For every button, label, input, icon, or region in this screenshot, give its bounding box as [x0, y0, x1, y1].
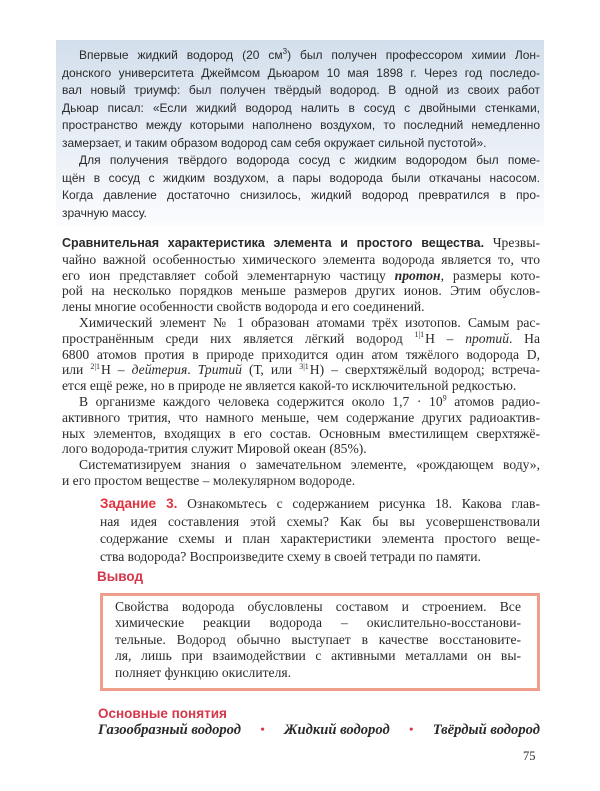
task-label: Задание 3. — [100, 496, 178, 511]
text-line — [62, 205, 540, 223]
key-term: протон — [394, 267, 441, 283]
concept-item: Газообразный водород — [98, 722, 242, 738]
text-segment: ) был получен профессором химии Лон- — [287, 48, 540, 62]
text-line — [62, 47, 540, 65]
text-line — [62, 100, 540, 118]
text-line — [62, 394, 540, 410]
text-segment: Когда давление достаточно снизилось, жидкий водород превратился в про- — [62, 188, 540, 202]
text-line — [100, 530, 540, 548]
text-line — [62, 235, 540, 252]
text-segment: щён в сосуд с жидким воздухом, а пары водорода были откачаны насосом. — [62, 170, 540, 185]
text-line — [62, 170, 540, 188]
text-line — [62, 362, 540, 378]
text-segment: вал новый триумф: был получен твёрдый водород. В одной из своих работ — [62, 83, 540, 97]
text-segment: Впервые жидкий водород (20 см — [79, 48, 283, 62]
text-segment: пространённым среди них является лёгкий водород — [62, 330, 415, 346]
text-line — [115, 648, 521, 664]
text-segment: ется ещё реже, но в природе не является какой-то исключительной редкостью. — [62, 378, 517, 394]
isotope-notation: 2|1 — [90, 361, 100, 371]
text-line — [100, 495, 540, 513]
text-line — [115, 632, 521, 648]
text-segment: Ознакомьтесь с содержанием рисунка 18. Какова глав- — [177, 496, 540, 511]
text-segment: полняет функцию окислителя. — [115, 664, 292, 680]
text-segment: Систематизируем знания о замечательном элементе, «рождающем воду», — [79, 457, 540, 473]
text-line — [62, 299, 540, 315]
text-segment: Дьюар писал: «Если жидкий водород налить в сосуд с двойными стенками, — [62, 100, 540, 115]
text-line — [62, 347, 540, 363]
text-segment: зрачную массу. — [62, 205, 147, 220]
text-line — [62, 331, 540, 347]
text-line — [62, 135, 540, 153]
text-segment: ных элементов, входящих в его состав. Основным вместилищем сверхтяжё- — [62, 425, 540, 441]
text-segment: лого водорода-трития служит Мировой океан (85%). — [62, 441, 367, 457]
text-line — [100, 548, 540, 566]
isotope-notation: 3|1 — [299, 361, 309, 371]
key-concepts-list — [98, 722, 540, 739]
text-segment: донского университета Джеймсом Дьюаром 10 мая 1898 г. Через год последо- — [62, 65, 540, 80]
text-segment: активного трития, что намного меньше, чем содержание других радиоактив- — [62, 409, 540, 425]
text-line — [62, 82, 540, 100]
text-line — [62, 410, 540, 426]
text-segment: 3 — [282, 47, 288, 56]
text-line — [62, 152, 540, 170]
text-line — [115, 599, 521, 615]
text-segment: или — [62, 362, 91, 378]
text-segment: тельные. Водород обычно выступает в качестве восстановите- — [115, 631, 521, 647]
text-segment: ная идея составления этой схемы? Как бы вы усовершенствовали — [100, 513, 540, 529]
text-segment: рой на несколько порядков меньше размеров других ионов. Этим обуслов- — [62, 283, 540, 299]
text-line — [115, 615, 521, 631]
text-line — [100, 513, 540, 531]
text-segment: В организме каждого человека содержится около 1,7 · 10 — [79, 393, 443, 409]
concept-item: Твёрдый водород — [432, 722, 540, 738]
text-segment: Химический элемент № 1 образован атомами трёх изотопов. Самым рас- — [79, 314, 540, 330]
text-line — [62, 252, 540, 268]
text-segment: протий — [465, 330, 509, 346]
text-segment: 9 — [442, 393, 447, 403]
text-line — [62, 426, 540, 442]
text-line — [62, 283, 540, 299]
text-line — [62, 441, 540, 457]
separator-dot: • — [260, 722, 265, 736]
text-segment: (Т, или — [241, 362, 300, 378]
key-concepts-heading: Основные понятия — [98, 706, 227, 721]
text-segment: Для получения твёрдого водорода сосуд с жидким водородом был поме- — [79, 153, 540, 167]
text-segment: химические реакции водорода – окислительно-восстанови- — [115, 615, 521, 631]
text-segment: . На — [509, 330, 540, 346]
text-segment: атомов радио- — [446, 393, 540, 409]
text-segment: . — [187, 362, 198, 378]
historical-note-text — [62, 47, 540, 222]
text-line — [62, 315, 540, 331]
text-line — [62, 473, 540, 489]
section-heading: Сравнительная характеристика элемента и простого вещества. — [62, 236, 485, 250]
text-segment: 6800 атомов протия в природе приходится один атом тяжёлого водорода D, — [62, 346, 540, 362]
text-segment: Тритий — [197, 362, 242, 378]
text-segment: H – — [425, 330, 466, 346]
text-line — [62, 117, 540, 135]
text-segment: Свойства водорода обусловлены составом и строением. Все — [115, 599, 521, 614]
text-segment: пространство между которыми наполнено воздухом, то последний немедленно — [62, 118, 540, 132]
text-line — [62, 457, 540, 473]
conclusion-text — [115, 599, 521, 681]
text-line — [62, 378, 540, 394]
text-segment: замерзает, и таким образом водород сам себя окружает сильной пустотой». — [62, 135, 487, 150]
text-line — [62, 268, 540, 284]
text-segment: H) – сверхтяжёлый водород; встреча- — [309, 362, 541, 378]
text-segment: ства водорода? Воспроизведите схему в своей тетради по памяти. — [100, 548, 481, 564]
page-number: 75 — [523, 749, 536, 763]
text-segment: и его простом веществе – молекулярном водороде. — [62, 472, 356, 488]
text-line — [62, 65, 540, 83]
text-segment: ля, лишь при взаимодействии с активными металлами он вы- — [115, 648, 521, 664]
text-line — [115, 665, 521, 681]
text-segment: его ион представляет собой элементарную частицу — [62, 267, 395, 283]
text-segment: лены многие особенности свойств водорода и его соединений. — [62, 299, 425, 315]
text-segment: , размеры кото- — [440, 267, 540, 283]
conclusion-heading: Вывод — [97, 569, 144, 584]
concept-item: Жидкий водород — [284, 722, 390, 738]
text-segment: чайно важной особенностью химического элемента водорода является то, что — [62, 251, 540, 267]
separator-dot: • — [409, 722, 414, 736]
text-segment: содержание схемы и план характеристики элемента простого веще- — [100, 531, 540, 546]
text-segment: Чрезвы- — [484, 235, 540, 250]
text-line — [62, 187, 540, 205]
text-segment: H – — [100, 362, 132, 378]
main-text — [62, 235, 540, 489]
isotope-notation: 1|1 — [414, 330, 425, 340]
task-3 — [100, 495, 540, 565]
text-segment: дейтерия — [131, 362, 188, 378]
